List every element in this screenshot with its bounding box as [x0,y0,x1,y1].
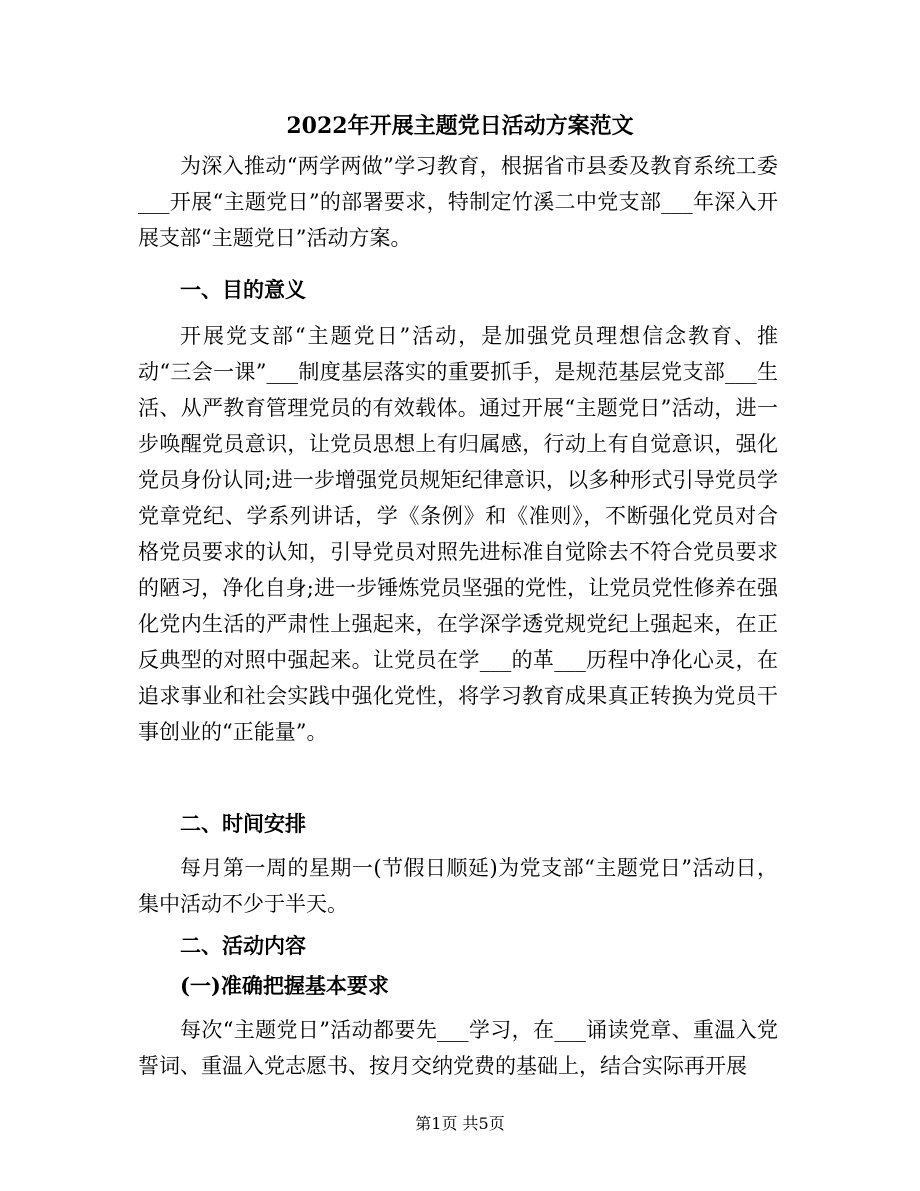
requirements-paragraph: 每次“主题党日”活动都要先___学习，在___诵读党章、重温入党誓词、重温入党志愿书、按月交纳党费的基础上，结合实际再开展 [138,1018,778,1078]
section-heading-purpose: 一、目的意义 [180,277,306,302]
purpose-paragraph: 开展党支部“主题党日”活动，是加强党员理想信念教育、推动“三会一课”___制度基层落实的重要抓手，是规范基层党支部___生活、从严教育管理党员的有效载体。通过开展“主题党日”活动，进一步唤醒党员意识，让党员思想上有归属感，行动上有自觉意识，强化党员身份认同;进一步增强党员规矩纪律意识，以多种形式引导党员学党章党纪、学系列讲话，学《条例》和《准则》，不断强化党员对合格党员要求的认知，引导党员对照先进标准自觉除去不符合党员要求的陋习，净化自身;进一步锤炼党员坚强的党性，让党员党性修养在强化党内生活的严肃性上强起来，在学深学透党规党纪上强起来，在正反典型的对照中强起来。让党员在学___的革___历程中净化心灵，在追求事业和社会实践中强化党性，将学习教育成果真正转换为党员干事创业的“正能量”。 [138,324,778,744]
page-footer: 第1页 共5页 [415,1114,505,1133]
schedule-paragraph: 每月第一周的星期一(节假日顺延)为党支部“主题党日”活动日，集中活动不少于半天。 [138,856,778,916]
section-heading-schedule: 二、时间安排 [180,811,306,836]
subsection-heading-requirements: (一)准确把握基本要求 [180,973,389,998]
section-heading-content: 二、活动内容 [180,933,306,958]
intro-paragraph: 为深入推动“两学两做”学习教育，根据省市县委及教育系统工委___开展“主题党日”的部署要求，特制定竹溪二中党支部___年深入开展支部“主题党日”活动方案。 [138,154,778,250]
document-title: 2022年开展主题党日活动方案范文 [286,113,634,139]
